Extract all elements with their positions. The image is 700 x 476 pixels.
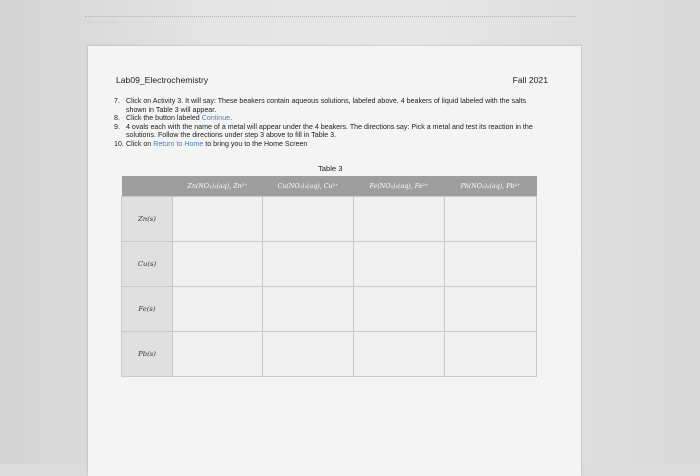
- corner-header: [122, 176, 173, 197]
- step-text: Click the button labeled: [126, 114, 202, 123]
- column-header-pb-nitrate: Pb(NO₃)₂(aq), Pb²⁺: [445, 176, 537, 197]
- step-number: 10.: [114, 139, 124, 148]
- table-row: [122, 197, 537, 242]
- table-row: [122, 287, 537, 332]
- result-cell[interactable]: [354, 332, 445, 377]
- result-cell[interactable]: [263, 287, 354, 332]
- result-cell[interactable]: [445, 242, 537, 287]
- result-cell[interactable]: [445, 197, 537, 242]
- column-header-fe-nitrate: Fe(NO₃)₂(aq), Fe²⁺: [354, 176, 445, 197]
- step-number: 7.: [114, 97, 120, 105]
- step-text: 4 ovals each with the name of a metal will appear under the 4 beakers. The directions say: Pick a metal and test its reaction in the solutions. Follow the directions under step 3 above to fill in Table 3.: [126, 122, 533, 140]
- results-table: [121, 176, 537, 377]
- semester-label: Fall 2021: [512, 75, 548, 85]
- table-header-row: [122, 176, 537, 197]
- instruction-list: [114, 97, 534, 149]
- result-cell[interactable]: [445, 287, 537, 332]
- row-label-fe: Fe(s): [122, 287, 173, 332]
- step-text: Click on: [126, 139, 154, 148]
- document-page: [88, 46, 581, 476]
- step-text-end: .: [230, 114, 233, 123]
- table-caption: Table 3: [318, 164, 343, 173]
- result-cell[interactable]: [263, 197, 354, 242]
- result-cell[interactable]: [263, 242, 354, 287]
- table-row: [122, 332, 537, 377]
- row-label-zn: Zn(s): [122, 197, 173, 242]
- continue-link[interactable]: Continue: [201, 114, 231, 123]
- column-header-zn-nitrate: Zn(NO₃)₂(aq), Zn²⁺: [173, 176, 263, 197]
- result-cell[interactable]: [173, 197, 263, 242]
- return-to-home-link[interactable]: Return to Home: [153, 139, 204, 148]
- result-cell[interactable]: [354, 197, 445, 242]
- result-cell[interactable]: [354, 287, 445, 332]
- column-header-cu-nitrate: Cu(NO₃)₂(aq), Cu²⁺: [263, 176, 354, 197]
- result-cell[interactable]: [173, 332, 263, 377]
- step-number: 8.: [114, 114, 120, 123]
- top-divider: [85, 16, 575, 18]
- step-10: [114, 140, 534, 149]
- row-label-cu: Cu(s): [122, 242, 173, 287]
- step-9: [114, 123, 534, 140]
- result-cell[interactable]: [173, 287, 263, 332]
- row-label-pb: Pb(s): [122, 332, 173, 377]
- document-title: Lab09_Electrochemistry: [116, 75, 209, 85]
- step-8: [114, 114, 534, 123]
- result-cell[interactable]: [354, 242, 445, 287]
- step-number: 9.: [114, 122, 120, 131]
- step-7: [114, 97, 534, 114]
- step-text-end: to bring you to the Home Screen: [203, 139, 308, 148]
- table-row: [122, 242, 537, 287]
- result-cell[interactable]: [263, 332, 354, 377]
- result-cell[interactable]: [445, 332, 537, 377]
- step-text: Click on Activity 3. It will say: These beakers contain aqueous solutions, labeled above. 4 beakers of liquid labeled with the salts shown in Table 3 will appear.: [126, 97, 527, 114]
- result-cell[interactable]: [173, 242, 263, 287]
